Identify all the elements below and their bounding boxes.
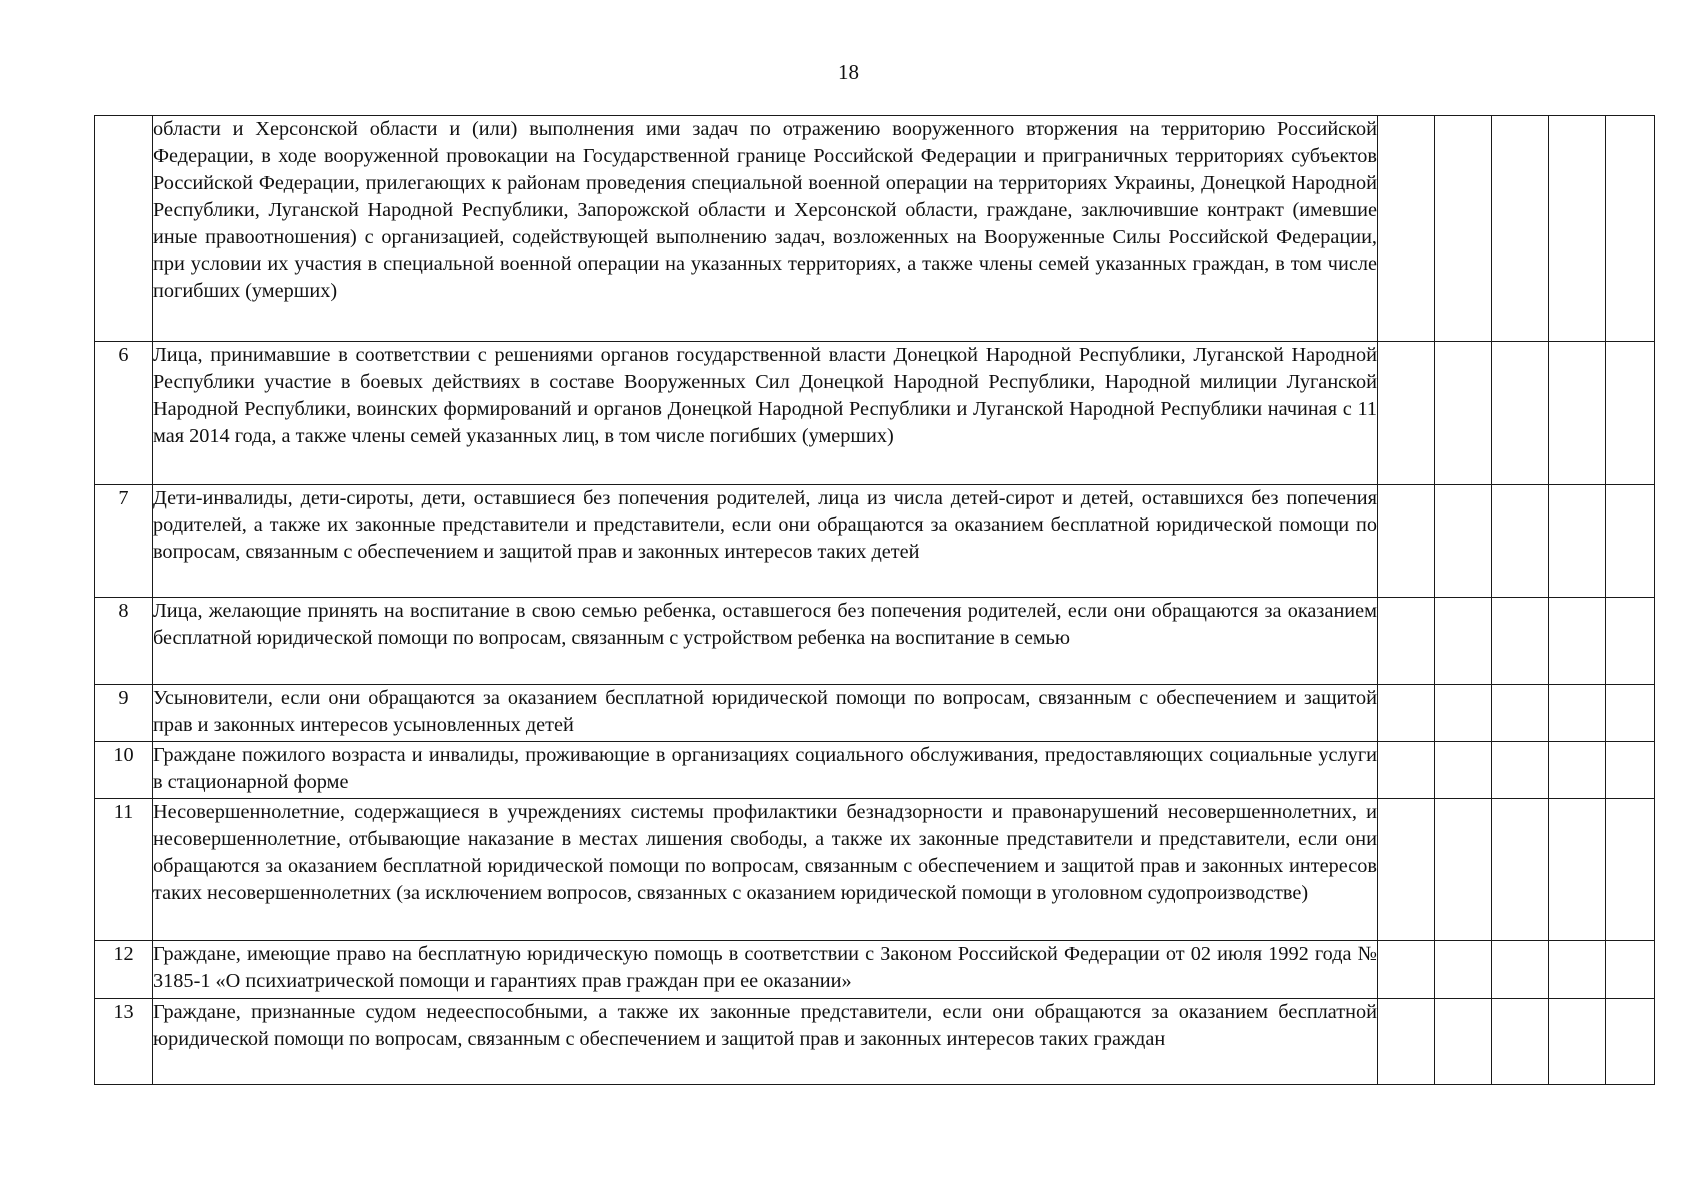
empty-cell — [1492, 999, 1549, 1085]
empty-cell — [1606, 598, 1655, 685]
row-text: Лица, желающие принять на воспитание в свою семью ребенка, оставшегося без попечения родителей, если они обращаются за оказанием бесплатной юридической помощи по вопросам, связанным с устройством ребенка на воспитание в семью — [153, 598, 1378, 685]
empty-cell — [1435, 342, 1492, 485]
empty-cell — [1492, 941, 1549, 999]
empty-cell — [1378, 342, 1435, 485]
row-text: Граждане, имеющие право на бесплатную юридическую помощь в соответствии с Законом Российской Федерации от 02 июля 1992 года № 3185-1 «О психиатрической помощи и гарантиях прав граждан при ее оказании» — [153, 941, 1378, 999]
empty-cell — [1549, 685, 1606, 742]
empty-cell — [1549, 742, 1606, 799]
table-row — [95, 485, 1655, 598]
empty-cell — [1435, 799, 1492, 941]
row-number: 12 — [95, 941, 153, 999]
empty-cell — [1492, 342, 1549, 485]
empty-cell — [1378, 116, 1435, 342]
row-text: области и Херсонской области и (или) выполнения ими задач по отражению вооруженного вторжения на территорию Российской Федерации, в ходе вооруженной провокации на Государственной границе Российской Федерации и приграничных территориях субъектов Российской Федерации, прилегающих к районам проведения специальной военной операции на территориях Украины, Донецкой Народной Республики, Луганской Народной Республики, Запорожской области и Херсонской области, граждане, заключившие контракт (имевшие иные правоотношения) с организацией, содействующей выполнению задач, возложенных на Вооруженные Силы Российской Федерации, при условии их участия в специальной военной операции на указанных территориях, а также члены семей указанных граждан, в том числе погибших (умерших) — [153, 116, 1378, 342]
table-row — [95, 742, 1655, 799]
empty-cell — [1606, 116, 1655, 342]
table-row — [95, 941, 1655, 999]
empty-cell — [1435, 999, 1492, 1085]
empty-cell — [1606, 999, 1655, 1085]
row-number — [95, 116, 153, 342]
empty-cell — [1378, 742, 1435, 799]
empty-cell — [1549, 116, 1606, 342]
empty-cell — [1435, 941, 1492, 999]
empty-cell — [1492, 799, 1549, 941]
table-row — [95, 598, 1655, 685]
empty-cell — [1606, 799, 1655, 941]
empty-cell — [1606, 685, 1655, 742]
empty-cell — [1378, 999, 1435, 1085]
empty-cell — [1606, 742, 1655, 799]
row-text: Несовершеннолетние, содержащиеся в учреждениях системы профилактики безнадзорности и правонарушений несовершеннолетних, и несовершеннолетние, отбывающие наказание в местах лишения свободы, а также их законные представители и представители, если они обращаются за оказанием бесплатной юридической помощи по вопросам, связанным с обеспечением и защитой прав и законных интересов таких несовершеннолетних (за исключением вопросов, связанных с оказанием юридической помощи в уголовном судопроизводстве) — [153, 799, 1378, 941]
empty-cell — [1492, 116, 1549, 342]
row-text: Дети-инвалиды, дети-сироты, дети, оставшиеся без попечения родителей, лица из числа детей-сирот и детей, оставшихся без попечения родителей, а также их законные представители и представители, если они обращаются за оказанием бесплатной юридической помощи по вопросам, связанным с обеспечением и защитой прав и законных интересов таких детей — [153, 485, 1378, 598]
row-number: 10 — [95, 742, 153, 799]
row-number: 13 — [95, 999, 153, 1085]
row-number: 9 — [95, 685, 153, 742]
empty-cell — [1549, 485, 1606, 598]
empty-cell — [1378, 598, 1435, 685]
empty-cell — [1549, 342, 1606, 485]
row-number: 7 — [95, 485, 153, 598]
empty-cell — [1435, 685, 1492, 742]
empty-cell — [1549, 999, 1606, 1085]
table-row — [95, 685, 1655, 742]
empty-cell — [1492, 485, 1549, 598]
empty-cell — [1549, 941, 1606, 999]
row-text: Усыновители, если они обращаются за оказанием бесплатной юридической помощи по вопросам, связанным с обеспечением и защитой прав и законных интересов усыновленных детей — [153, 685, 1378, 742]
table-row — [95, 342, 1655, 485]
empty-cell — [1606, 485, 1655, 598]
row-text: Граждане пожилого возраста и инвалиды, проживающие в организациях социального обслуживания, предоставляющих социальные услуги в стационарной форме — [153, 742, 1378, 799]
empty-cell — [1435, 742, 1492, 799]
empty-cell — [1435, 116, 1492, 342]
empty-cell — [1435, 485, 1492, 598]
empty-cell — [1549, 799, 1606, 941]
row-number: 6 — [95, 342, 153, 485]
row-number: 11 — [95, 799, 153, 941]
empty-cell — [1435, 598, 1492, 685]
empty-cell — [1378, 685, 1435, 742]
table-row — [95, 799, 1655, 941]
eligibility-table — [94, 115, 1655, 1085]
empty-cell — [1492, 598, 1549, 685]
row-text: Лица, принимавшие в соответствии с решениями органов государственной власти Донецкой Народной Республики, Луганской Народной Республики участие в боевых действиях в составе Вооруженных Сил Донецкой Народной Республики, Народной милиции Луганской Народной Республики, воинских формирований и органов Донецкой Народной Республики и Луганской Народной Республики начиная с 11 мая 2014 года, а также члены семей указанных лиц, в том числе погибших (умерших) — [153, 342, 1378, 485]
table-row — [95, 999, 1655, 1085]
row-text: Граждане, признанные судом недееспособными, а также их законные представители, если они обращаются за оказанием бесплатной юридической помощи по вопросам, связанным с обеспечением и защитой прав и законных интересов таких граждан — [153, 999, 1378, 1085]
empty-cell — [1549, 598, 1606, 685]
empty-cell — [1378, 799, 1435, 941]
empty-cell — [1492, 742, 1549, 799]
empty-cell — [1606, 941, 1655, 999]
table-row — [95, 116, 1655, 342]
page-number: 18 — [838, 60, 859, 84]
row-number: 8 — [95, 598, 153, 685]
empty-cell — [1378, 485, 1435, 598]
empty-cell — [1378, 941, 1435, 999]
empty-cell — [1492, 685, 1549, 742]
empty-cell — [1606, 342, 1655, 485]
